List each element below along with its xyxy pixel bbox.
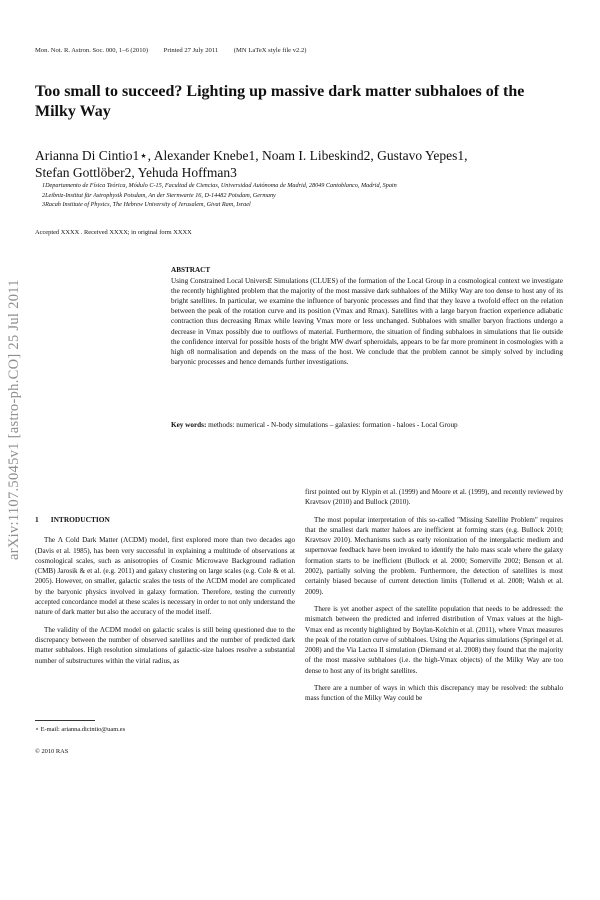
section-heading — [35, 515, 295, 525]
abstract — [171, 265, 563, 367]
author-list — [35, 147, 535, 181]
affiliations — [42, 181, 562, 210]
paragraph: The Λ Cold Dark Matter (ΛCDM) model, first explored more than two decades ago (Davis et al. 1985), has been very successful in explaining a multitude of observations at cosmological scales, such as anisotropies of Cosmic Microwave Background radiation (CMB) Jarosik & et al. (e.g. 2011) and galaxy clustering on large scales (e.g. Cole & et al. 2005). However, on smaller, galactic scales the tests of the ΛCDM model are complicated by the baryonic physics involved in galaxy formation. Therefore, testing the currently accepted concordance model at these scales is necessary in order to not only understand the nature of dark matter but also the accuracy of the model itself. — [35, 536, 295, 617]
keywords-label: Key words: — [171, 421, 207, 429]
paragraph: first pointed out by Klypin et al. (1999) and Moore et al. (1999), and recently reviewed by Kravtsov (2010) and Bullock (2010). — [305, 488, 563, 507]
affiliation-2: 2Leibniz-Institut für Astrophysik Potsdam, An der Sternwarte 16, D-14482 Potsdam, Germany — [42, 191, 276, 199]
left-column — [35, 515, 295, 673]
abstract-text: Using Constrained Local UniversE Simulations (CLUES) of the formation of the Local Group in a cosmological context we investigate the recently highlighted problem that the majority of the most massive dark subhaloes of the Milky Way are too dense to host any of its bright satellites. In particular, we examine the influence of baryonic processes and find that they leave a twofold effect on the relation between the peak of the rotation curve and its position (Vmax and Rmax). Satellites with a large baryon fraction experience adiabatic contraction thus decreasing Rmax while leaving Vmax more or less unchanged. Subhaloes with smaller baryon fractions undergo a decrease in Vmax possibly due to outflows of material. Furthermore, the situation of finding subhaloes in simulations that lie outside the confidence interval for possible hosts of the bright MW dwarf spheroidals, appears to be far more prominent in cosmologies with a high σ8 normalisation and depends on the mass of the host. We conclude that the problem cannot be simply solved by including baryonic processes and hence demands further investigations. — [171, 277, 563, 366]
printed-date: Printed 27 July 2011 — [163, 47, 219, 54]
copyright: © 2010 RAS — [35, 748, 69, 755]
abstract-heading: ABSTRACT — [171, 266, 211, 274]
paragraph: There is yet another aspect of the satellite population that needs to be addressed: the mismatch between the predicted and inferred distribution of Vmax values at the high-Vmax end as recently highlighted by Boylan-Kolchin et al. (2011), where Vmax measures the peak of the rotation curve of subhaloes. Using the Aquarius simulations (Springel et al. 2008) and the Via Lactea II simulation (Diemand et al. 2008) they found that the majority of the most massive subhaloes (i.e. the high-Vmax objects) of the Milky Way are too dense to host any of its bright satellites. — [305, 604, 563, 675]
paragraph: The validity of the ΛCDM model on galactic scales is still being questioned due to the discrepancy between the number of observed satellites and the number of predicted dark matter subhaloes. High resolution simulations of galactic-size haloes resolve a substantial number of substructures within the virial radius, as — [35, 625, 295, 665]
affiliation-1: 1Departamento de Física Teórica, Módulo C-15, Facultad de Ciencias, Universidad Autónoma de Madrid, 28049 Cantoblanco, Madrid, Spain — [42, 182, 397, 189]
paragraph: There are a number of ways in which this discrepancy may be resolved: the subhalo mass function of the Milky Way could be — [305, 684, 563, 703]
author-line-2: Stefan Gottlöber2, Yehuda Hoffman3 — [35, 165, 237, 180]
section-number: 1 — [35, 515, 39, 524]
arxiv-identifier: arXiv:1107.5045v1 [astro-ph.CO] 25 Jul 2011 — [6, 279, 22, 560]
author-line-1: Arianna Di Cintio1⋆, Alexander Knebe1, Noam I. Libeskind2, Gustavo Yepes1, — [35, 148, 468, 163]
right-column — [305, 487, 563, 711]
arxiv-stamp — [6, 279, 22, 900]
keywords — [171, 420, 563, 430]
received-accepted-line: Accepted XXXX . Received XXXX; in original form XXXX — [35, 229, 192, 236]
running-header — [35, 47, 565, 54]
footnote-rule — [35, 720, 95, 721]
affiliation-3: 3Racah Institute of Physics, The Hebrew University of Jerusalem, Givat Ram, Israel — [42, 201, 251, 208]
style-file: (MN LaTeX style file v2.2) — [233, 47, 307, 54]
keywords-text: methods: numerical - N-body simulations – galaxies: formation - haloes - Local Group — [208, 421, 458, 429]
paragraph: The most popular interpretation of this so-called "Missing Satellite Problem" requires that the smallest dark matter haloes are inefficient at forming stars (e.g. Bullock 2010; Kravtsov 2010). Mechanisms such as early reionization of the intergalactic medium and supernovae feedback have been invoked to identify the halo mass scale where the galaxy formation starts to be inefficient (Bullock et al. 2000; Somerville 2002; Benson et al. 2002), partially solving the problem. Furthermore, the detection of satellites is most certainly biased because of current detection limits (Tollerud et al. 2008; Walsh et al. 2009). — [305, 515, 563, 596]
paper-title: Too small to succeed? Lighting up massive dark matter subhaloes of the Milky Way — [35, 83, 525, 120]
footnote: ⋆ E-mail: arianna.dicintio@uam.es — [35, 726, 126, 733]
journal-citation: Mon. Not. R. Astron. Soc. 000, 1–6 (2010) — [35, 47, 149, 54]
section-title: INTRODUCTION — [50, 515, 110, 524]
